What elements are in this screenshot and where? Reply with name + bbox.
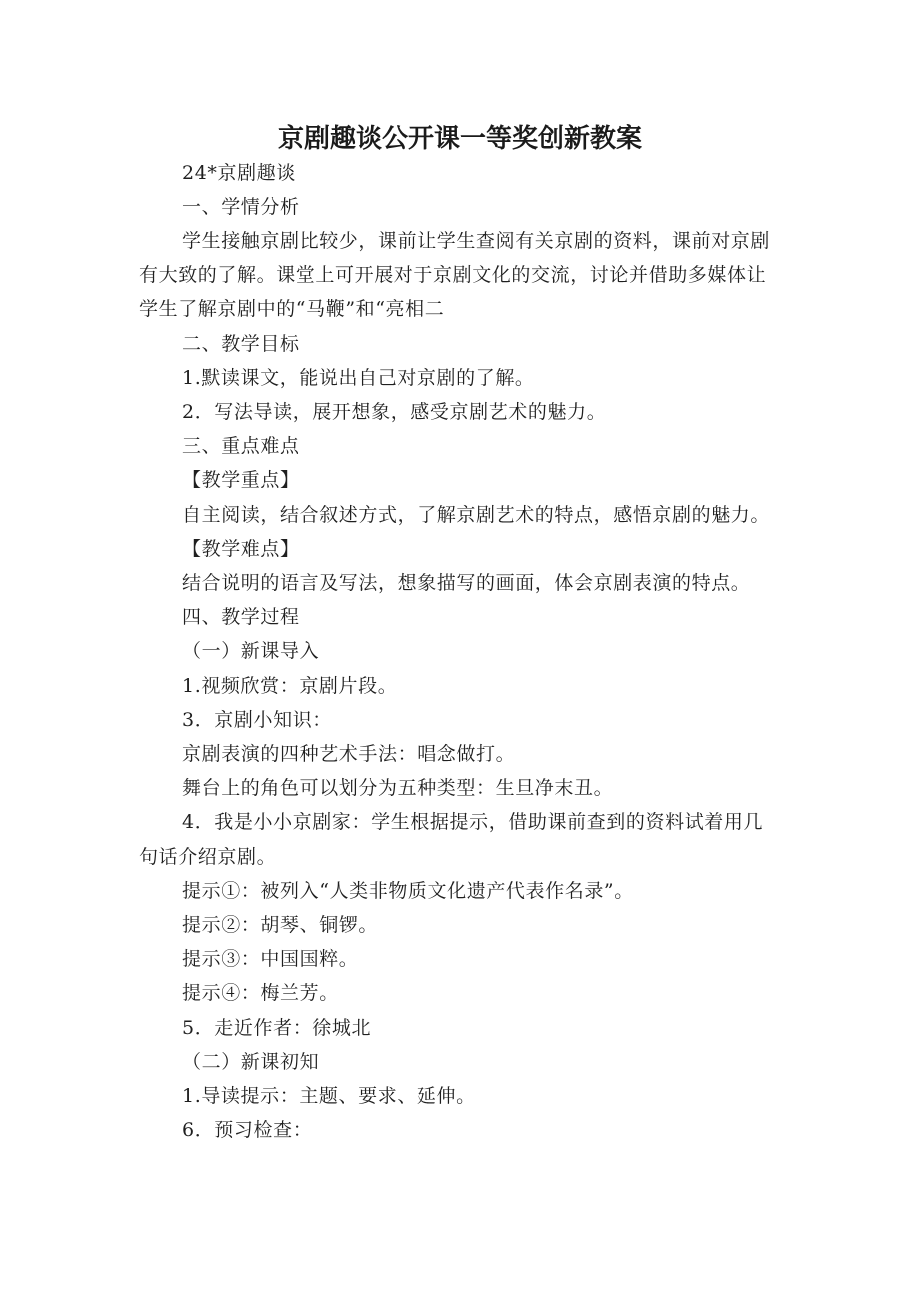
document-title: 京剧趣谈公开课一等奖创新教案 <box>277 124 642 154</box>
paragraph-line: 舞台上的角色可以划分为五种类型：生旦净末丑。 <box>182 777 614 799</box>
subsection-heading: （二）新课初知 <box>182 1051 320 1073</box>
list-item: 6．预习检查： <box>182 1119 313 1141</box>
paragraph-line: 京剧表演的四种艺术手法：唱念做打。 <box>182 743 516 765</box>
paragraph-line: 有大致的了解。课堂上可开展对于京剧文化的交流，讨论并借助多媒体让 <box>139 264 767 286</box>
hint-item: 提示①：被列入“人类非物质文化遗产代表作名录”。 <box>182 880 634 902</box>
list-item: 4．我是小小京剧家：学生根据提示，借助课前查到的资料试着用几 <box>182 811 764 833</box>
paragraph-line: 学生了解京剧中的“马鞭”和“亮相二 <box>139 298 445 320</box>
paragraph-line: 学生接触京剧比较少，课前让学生查阅有关京剧的资料，课前对京剧 <box>182 230 771 252</box>
hint-item: 提示②：胡琴、铜锣。 <box>182 914 379 936</box>
list-item: 1.视频欣赏：京剧片段。 <box>182 675 398 697</box>
hint-item: 提示③：中国国粹。 <box>182 948 359 970</box>
section-heading: 二、教学目标 <box>182 333 300 355</box>
list-item: 1.导读提示：主题、要求、延伸。 <box>182 1085 476 1107</box>
subsection-heading: （一）新课导入 <box>182 640 320 662</box>
section-heading: 四、教学过程 <box>182 606 300 628</box>
hint-item: 提示④：梅兰芳。 <box>182 982 339 1004</box>
paragraph-line: 句话介绍京剧。 <box>139 846 277 868</box>
section-subtitle: 24*京剧趣谈 <box>182 162 296 184</box>
paragraph-line: 自主阅读，结合叙述方式，了解京剧艺术的特点，感悟京剧的魅力。 <box>182 504 771 526</box>
list-item: 2．写法导读，展开想象，感受京剧艺术的魅力。 <box>182 401 607 423</box>
list-item: 5．走近作者：徐城北 <box>182 1017 372 1039</box>
paragraph-line: 结合说明的语言及写法，想象描写的画面，体会京剧表演的特点。 <box>182 572 751 594</box>
list-item: 3．京剧小知识： <box>182 709 332 731</box>
bracket-heading: 【教学难点】 <box>182 538 300 560</box>
section-heading: 一、学情分析 <box>182 196 300 218</box>
bracket-heading: 【教学重点】 <box>182 469 300 491</box>
list-item: 1.默读课文，能说出自己对京剧的了解。 <box>182 367 535 389</box>
section-heading: 三、重点难点 <box>182 435 300 457</box>
